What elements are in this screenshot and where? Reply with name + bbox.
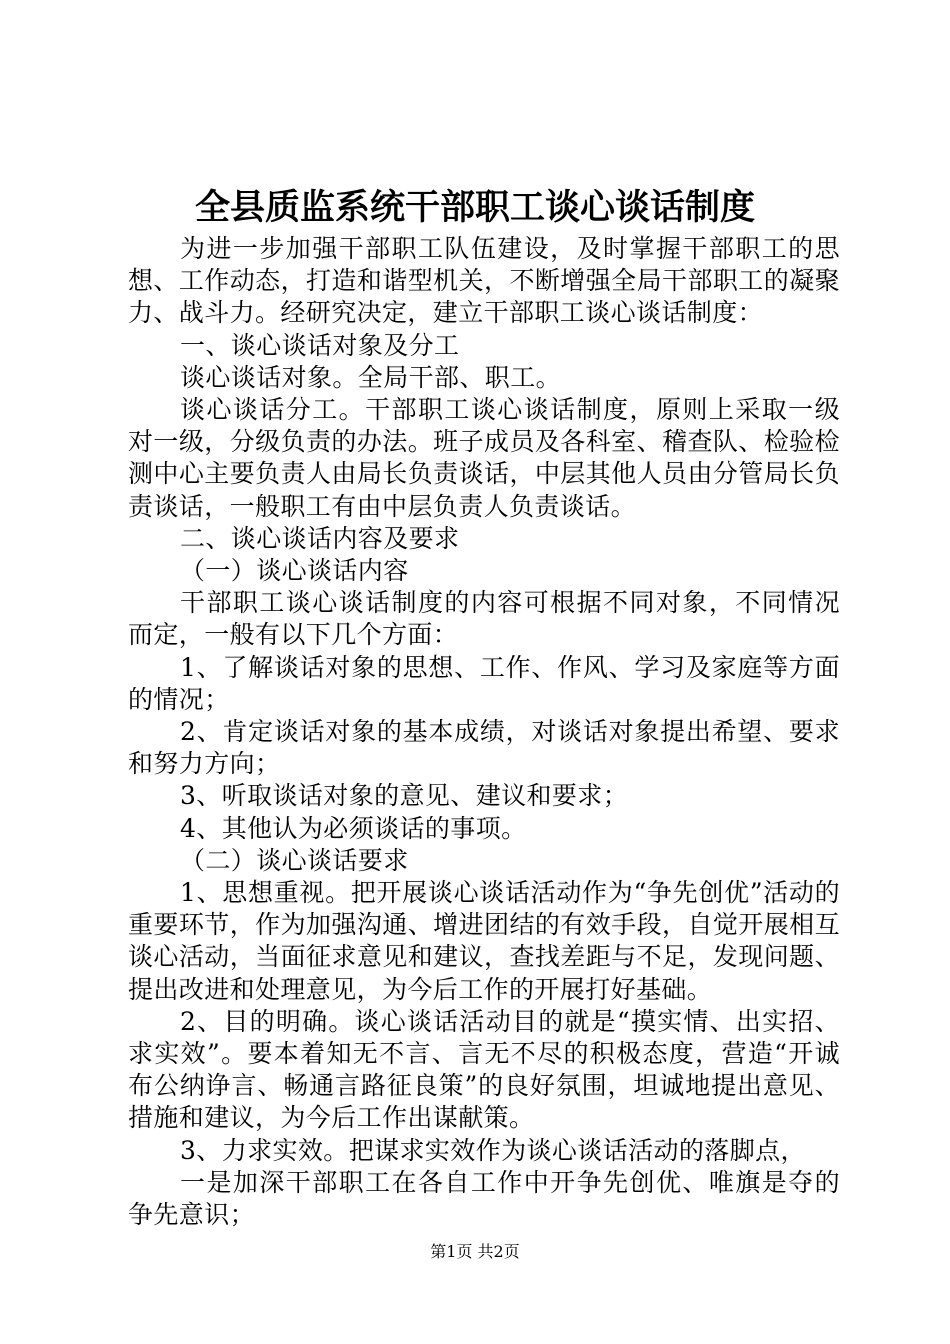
document-body (128, 233, 840, 1231)
document-title: 全县质监系统干部职工谈心谈话制度 (194, 187, 755, 228)
requirement-3: 3、力求实效。把谋求实效作为谈心谈话活动的落脚点， (180, 1135, 806, 1165)
list-item-1: 1、了解谈话对象的思想、工作、作风、学习及家庭等方面的情况； (128, 652, 840, 714)
page-footer: 第1页 共2页 (430, 1242, 520, 1261)
paragraph-division: 谈心谈话分工。干部职工谈心谈话制度，原则上采取一级对一级，分级负责的办法。班子成员及各科室、稽查队、检验检测中心主要负责人由局长负责谈话，中层其他人员由分管局长负责谈话，一般职工有由中层负责人负责谈话。 (128, 395, 840, 521)
list-item-3: 3、听取谈话对象的意见、建议和要求； (180, 781, 629, 811)
requirement-1: 1、思想重视。把开展谈心谈话活动作为“争先创优”活动的重要环节，作为加强沟通、增进团结的有效手段，自觉开展相互谈心活动，当面征求意见和建议，查找差距与不足，发现问题、提出改进和处理意见，为今后工作的开展打好基础。 (128, 878, 840, 1004)
list-item-4: 4、其他认为必须谈话的事项。 (180, 813, 527, 843)
paragraph-content-intro: 干部职工谈心谈话制度的内容可根据不同对象，不同情况而定，一般有以下几个方面： (128, 588, 840, 650)
paragraph-objects: 谈心谈话对象。全局干部、职工。 (180, 362, 562, 392)
intro-paragraph: 为进一步加强干部职工队伍建设，及时掌握干部职工的思想、工作动态，打造和谐型机关，不断增强全局干部职工的凝聚力、战斗力。经研究决定，建立干部职工谈心谈话制度： (128, 234, 840, 328)
section-heading-1: 一、谈心谈话对象及分工 (180, 330, 460, 360)
list-item-2: 2、肯定谈话对象的基本成绩，对谈话对象提出希望、要求和努力方向； (128, 717, 840, 779)
subsection-heading-1: （一）谈心谈话内容 (180, 556, 409, 586)
requirement-2: 2、目的明确。谈心谈话活动目的就是“摸实情、出实招、求实效”。要本着知无不言、言无不尽的积极态度，营造“开诚布公纳诤言、畅通言路征良策”的良好氛围，坦诚地提出意见、措施和建议，为今后工作出谋献策。 (128, 1006, 840, 1133)
section-heading-2: 二、谈心谈话内容及要求 (180, 523, 460, 553)
requirement-3-point-1: 一是加深干部职工在各自工作中开争先创优、唯旗是夺的争先意识； (128, 1167, 840, 1230)
subsection-heading-2: （二）谈心谈话要求 (180, 845, 409, 875)
